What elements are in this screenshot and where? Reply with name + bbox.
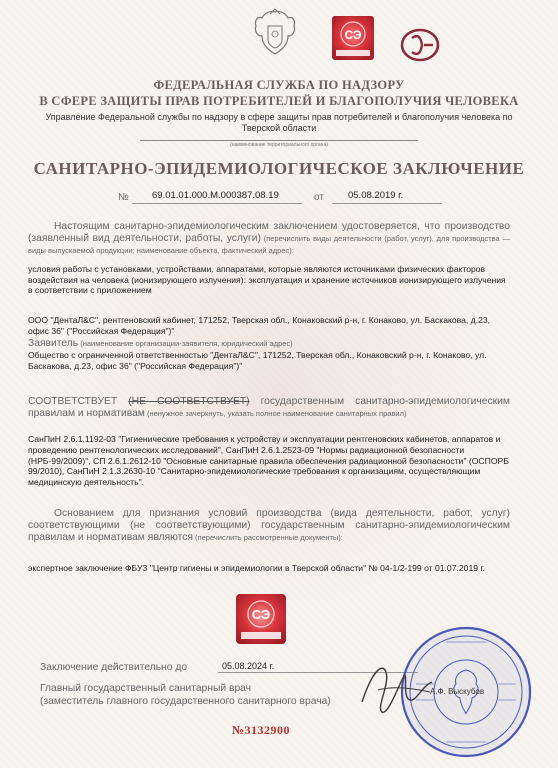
applicant-heading — [28, 338, 293, 349]
certify-hint: (перечислить виды деятельности (работ, услуг), для производства — виды выпускаемой продукции; наименование объекта, фактический адрес): — [28, 234, 510, 255]
from-label: от — [314, 192, 324, 203]
certify-paragraph — [28, 221, 510, 257]
org-caption: (наименование территориального органа) — [230, 142, 328, 148]
certify-text: Настоящим санитарно-эпидемиологическим заключением удостоверяется, что производство (заявленный вид деятельности, работы, услуги) — [28, 221, 510, 244]
object-address: ООО "ДентаЛ&С", рентгеновский кабинет, 171252, Тверская обл., Конаковский р-н, г. Конаково, ул. Баскакова, д.23, офис 36" ("Российская Федерация")" — [28, 315, 491, 336]
form-serial-number: №3132900 — [232, 723, 291, 737]
number-label: № — [118, 192, 129, 203]
conformity-struck: (НЕ СООТВЕТСТВУЕТ) — [128, 396, 250, 407]
basis-paragraph — [28, 508, 510, 544]
signer-name: А.Ф. Выскубов — [430, 687, 485, 696]
applicant-caption: (наименование организации-заявителя, юридический адрес) — [78, 339, 293, 348]
issue-date: 05.08.2019 г. — [348, 190, 404, 201]
chief-doctor-title: Главный государственный санитарный врач — [40, 683, 252, 694]
signature-icon — [352, 652, 442, 722]
number-underline — [132, 203, 302, 204]
svg-text:СЭ: СЭ — [344, 28, 362, 42]
validity-label: Заключение действительно до — [40, 662, 188, 673]
basis-hint: (перечислить рассмотренные документы): — [192, 533, 343, 542]
document-title: САНИТАРНО-ЭПИДЕМИОЛОГИЧЕСКОЕ ЗАКЛЮЧЕНИЕ — [33, 159, 525, 178]
basis-documents: экспертное заключение ФБУЗ "Центр гигиены и эпидемиологии в Тверской области" № 04-1/2-199 от 01.07.2019 г. — [28, 563, 485, 573]
norms-list: СанПиН 2.6.1.1192-03 "Гигиенические требования к устройству и эксплуатации рентгеновских кабинетов, аппаратов и проведению рентгенологических исследований", СанПиН 2.6.1.2523-09 "Нормы радиационной безопасности (НРБ-99/2009)", СП 2.6.1.2612-10 "Основные санитарные правила обеспечения радиационной безопасности" (ОСПОРБ 99/2010), СанПиН 2.1.3.2630-10 "Санитарно-эпидемиологические требования к организациям, осуществляющим медицинскую деятельность". — [28, 434, 509, 488]
hologram-icon — [232, 592, 290, 646]
agency-name-line1: ФЕДЕРАЛЬНАЯ СЛУЖБА ПО НАДЗОРУ — [153, 78, 405, 92]
agency-name-line2: В СФЕРЕ ЗАЩИТЫ ПРАВ ПОТРЕБИТЕЛЕЙ И БЛАГОПОЛУЧИЯ ЧЕЛОВЕКА — [39, 94, 519, 108]
number-value: 69.01.01.000.М.000387.08.19 — [152, 190, 279, 201]
deputy-doctor-title: (заместитель главного государственного санитарного врача) — [40, 696, 331, 707]
hologram-icon — [330, 14, 376, 62]
validity-date: 05.08.2024 г. — [222, 661, 275, 671]
se-logo-icon — [400, 28, 440, 62]
applicant-value: Общество с ограниченной ответственностью "ДентаЛ&С", 171252, Тверская обл., Конаковский р-н, г. Конаково, ул. Баскакова, д.23, офис 36" ("Российская Федерация")" — [28, 350, 487, 371]
conformity-paragraph — [28, 396, 510, 420]
svg-text:СЭ: СЭ — [251, 607, 271, 622]
conformity-hint: (ненужное зачеркнуть, указать полное наименование санитарных правил) — [144, 409, 407, 418]
department-name: Управление Федеральной службы по надзору в сфере защиты прав потребителей и благополучия человека по Тверской области — [45, 112, 513, 133]
applicant-label: Заявитель — [28, 338, 79, 349]
date-underline — [332, 203, 442, 204]
org-divider — [140, 140, 418, 141]
conformity-text: государственным санитарно-эпидемиологическим правилам и нормативам — [28, 396, 510, 419]
activity-description: условия работы с установками, устройствами, аппаратами, которые являются источниками физических факторов воздействия на человека (ионизирующего излучения): эксплуатация и хранение источников ионизирующего излучения в соответствии с приложением — [28, 264, 506, 295]
basis-text: Основанием для признания условий производства (вида деятельности, работ, услуг) соответствующими (не соответствующими) государственным санитарно-эпидемиологическим правилам и нормативам являются — [28, 508, 510, 543]
coat-of-arms-icon — [252, 8, 298, 60]
conformity-word: СООТВЕТСТВУЕТ — [28, 396, 118, 407]
